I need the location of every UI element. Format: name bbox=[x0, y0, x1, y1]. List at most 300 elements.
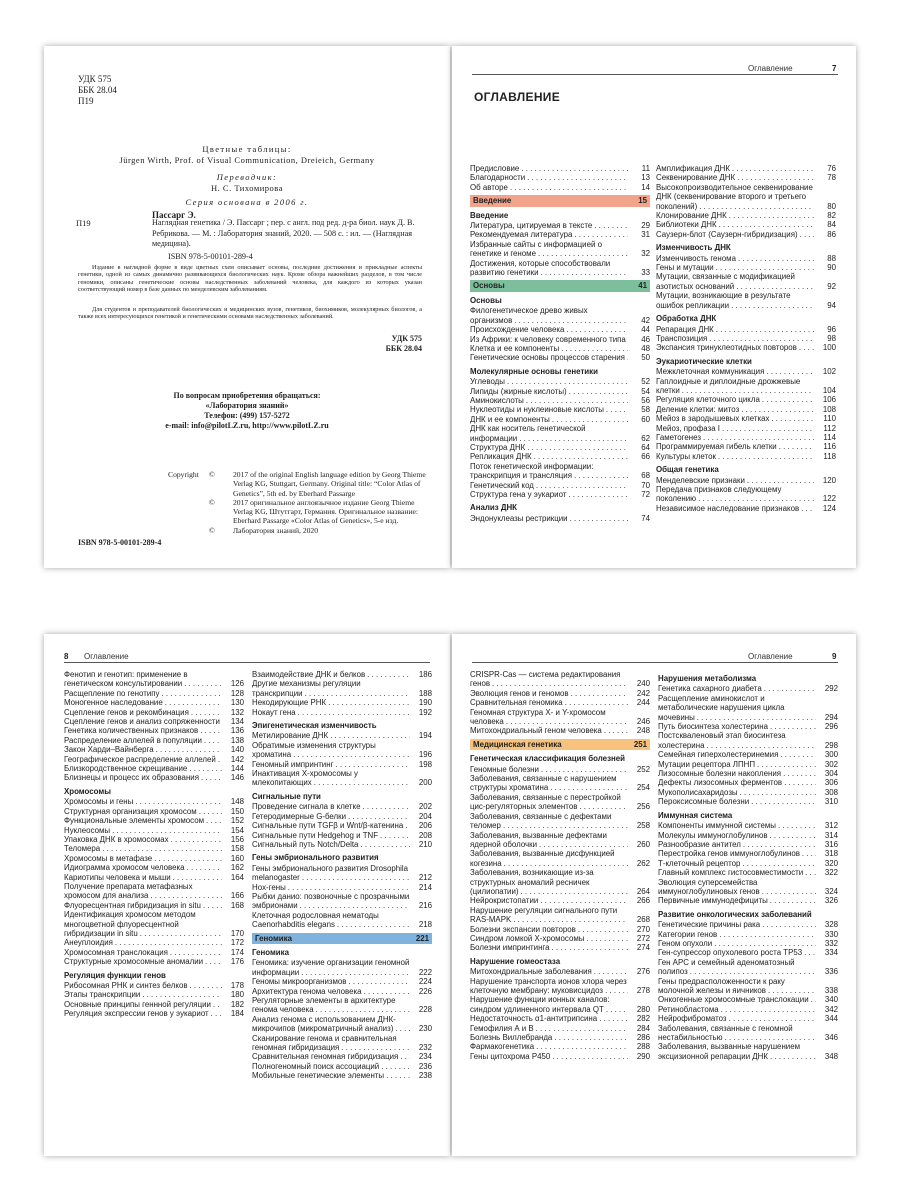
toc-entry-page: 140 bbox=[222, 745, 244, 754]
toc-entry-page: 334 bbox=[816, 948, 838, 957]
toc-entry bbox=[64, 1009, 244, 1018]
toc-entry-page: 308 bbox=[816, 788, 838, 797]
toc-entry bbox=[658, 1024, 838, 1043]
toc-entry-title: Мукополисахаридозы bbox=[658, 787, 738, 797]
toc-section-heading: Хромосомы bbox=[64, 786, 111, 796]
toc-entry-page: 162 bbox=[222, 863, 244, 872]
toc-entry-page: 180 bbox=[222, 990, 244, 999]
toc-entry-page: 52 bbox=[628, 377, 650, 386]
toc-entry-title: Географическое распределение аллелей bbox=[64, 754, 216, 764]
color-tables-author: Jürgen Wirth, Prof. of Visual Communication, Dreieich, Germany bbox=[119, 155, 375, 165]
udk-code-bottom: УДК 575 bbox=[391, 334, 422, 343]
toc-entry-page: 320 bbox=[816, 859, 838, 868]
toc-entry-page: 168 bbox=[222, 901, 244, 910]
toc-entry-title: Пероксисомные болезни bbox=[658, 797, 750, 807]
toc-entry bbox=[64, 948, 244, 957]
toc-entry-page: 328 bbox=[816, 920, 838, 929]
toc-section-heading: Гены эмбрионального развития bbox=[252, 853, 379, 863]
toc-entry-title: Рибосомная РНК и синтез белков bbox=[64, 981, 188, 990]
toc-entry bbox=[64, 873, 244, 882]
toc-entry-page: 192 bbox=[410, 708, 432, 717]
header-rule bbox=[64, 662, 430, 663]
toc-entry-title: Заболевания, связанные с нарушением структуры хроматина bbox=[470, 774, 617, 793]
toc-section-heading: Нарушение гомеостаза bbox=[470, 956, 561, 966]
toc-entry bbox=[64, 807, 244, 816]
toc-entry bbox=[658, 778, 838, 787]
toc-entry-title: Мейоз в зародышевых клетках bbox=[656, 414, 770, 424]
toc-part-title: Медицинская генетика bbox=[473, 739, 562, 749]
toc-entry-title: Культуры клеток bbox=[656, 451, 716, 461]
toc-entry-page: 332 bbox=[816, 939, 838, 948]
toc-entry bbox=[252, 821, 432, 830]
toc-section-heading: Общая генетика bbox=[656, 465, 719, 475]
toc-entry bbox=[658, 750, 838, 759]
toc-part-band bbox=[470, 195, 650, 206]
toc-entry-page: 202 bbox=[410, 802, 432, 811]
toc-entry-title: Этапы транскрипции bbox=[64, 990, 141, 1000]
toc-entry-title: Аминокислоты bbox=[470, 395, 524, 405]
toc-entry-page: 348 bbox=[816, 1052, 838, 1061]
toc-entry-title: Главный комплекс гистосовместимости bbox=[658, 868, 804, 878]
toc-entry bbox=[64, 990, 244, 999]
toc-entry-page: 50 bbox=[628, 353, 650, 362]
toc-entry-page: 346 bbox=[816, 1033, 838, 1042]
toc-entry-title: Изменчивость генома bbox=[656, 253, 736, 263]
toc-entry bbox=[658, 995, 838, 1004]
toc-entry-page: 11 bbox=[628, 164, 650, 173]
copyright-row bbox=[209, 498, 431, 526]
toc-entry-title: Заболевания, вызванные дисфункцией когезина bbox=[470, 849, 615, 868]
toc-entry-title: Структурная организация хромосом bbox=[64, 806, 197, 816]
toc-entry bbox=[656, 334, 836, 343]
toc-entry bbox=[470, 259, 650, 278]
toc-entry-page: 292 bbox=[816, 684, 838, 693]
toc-entry-title: Распределение аллелей в популяции bbox=[64, 735, 202, 745]
toc-entry-title: Библиотеки ДНК bbox=[656, 220, 717, 230]
toc-entry bbox=[64, 764, 244, 773]
toc-entry-title: Филогенетическое древо живых организмов bbox=[470, 306, 588, 325]
toc-entry bbox=[252, 996, 432, 1015]
toc-entry-title: Другие механизмы регуляции транскрипции bbox=[252, 679, 361, 698]
toc-entry bbox=[470, 689, 650, 698]
toc-entry-title: Регуляция экспрессии генов у эукариот bbox=[64, 1009, 209, 1019]
toc-entry-page: 266 bbox=[628, 896, 650, 905]
toc-entry bbox=[470, 462, 650, 481]
toc-entry-title: Литература, цитируемая в тексте bbox=[470, 221, 593, 231]
toc-column-left bbox=[470, 670, 650, 1061]
toc-entry bbox=[470, 995, 650, 1014]
toc-entry bbox=[470, 387, 650, 396]
toc-entry bbox=[470, 344, 650, 353]
toc-entry-page: 150 bbox=[222, 807, 244, 816]
toc-entry-title: Эволюция генов и геномов bbox=[470, 688, 569, 698]
toc-entry-page: 296 bbox=[816, 722, 838, 731]
toc-entry-page: 178 bbox=[222, 981, 244, 990]
toc-entry-title: Мутации, возникающие в результате ошибок репликации bbox=[656, 291, 791, 310]
toc-entry-page: 160 bbox=[222, 854, 244, 863]
toc-section-heading: Геномика bbox=[252, 947, 289, 957]
toc-section-heading: Эукариотические клетки bbox=[656, 356, 752, 366]
toc-entry bbox=[470, 1024, 650, 1033]
toc-entry bbox=[470, 164, 650, 173]
translator-label: Переводчик: bbox=[216, 172, 278, 182]
toc-entry bbox=[470, 325, 650, 334]
toc-entry-title: Геномный импринтинг bbox=[252, 759, 334, 769]
toc-entry-page: 222 bbox=[410, 968, 432, 977]
toc-entry-title: Фенотип и генотип: применение в генетическом консультировании bbox=[64, 670, 188, 689]
toc-entry bbox=[470, 1033, 650, 1042]
toc-entry bbox=[470, 967, 650, 976]
toc-entry bbox=[64, 689, 244, 698]
toc-entry-title: Достижения, которые способствовали развитию генетики bbox=[470, 258, 611, 278]
toc-entry-page: 242 bbox=[628, 689, 650, 698]
toc-entry bbox=[470, 405, 650, 414]
toc-entry-page: 236 bbox=[410, 1062, 432, 1071]
toc-part-title: Основы bbox=[473, 281, 505, 291]
toc-entry bbox=[470, 831, 650, 850]
toc-section-heading: Иммунная система bbox=[658, 810, 733, 820]
toc-entry-page: 120 bbox=[814, 476, 836, 485]
toc-entry-title: Рекомендуемая литература bbox=[470, 230, 573, 240]
running-head: Оглавление bbox=[84, 652, 129, 661]
toc-page-9 bbox=[452, 634, 856, 1156]
toc-entry-page: 212 bbox=[410, 873, 432, 882]
toc-entry-page: 256 bbox=[628, 802, 650, 811]
toc-entry-title: Межклеточная коммуникация bbox=[656, 367, 765, 377]
toc-entry bbox=[64, 863, 244, 872]
toc-entry-page: 198 bbox=[410, 760, 432, 769]
toc-entry-page: 228 bbox=[410, 1005, 432, 1014]
toc-entry-title: Архитектура генома человека bbox=[252, 986, 362, 996]
toc-entry-title: Ген-супрессор опухолевого роста TP53 bbox=[658, 948, 803, 958]
toc-entry bbox=[470, 1042, 650, 1051]
toc-entry-title: Обратимые изменения структуры хроматина bbox=[252, 740, 376, 760]
toc-part-band bbox=[470, 280, 650, 291]
toc-entry bbox=[252, 987, 432, 996]
toc-entry-page: 126 bbox=[222, 679, 244, 688]
toc-entry-title: Репарация ДНК bbox=[656, 324, 714, 334]
toc-entry bbox=[470, 726, 650, 735]
toc-entry bbox=[470, 452, 650, 461]
toc-entry-title: Болезнь Виллебранда bbox=[470, 1033, 553, 1043]
toc-entry-page: 118 bbox=[814, 452, 836, 461]
toc-entry-title: Секвенирование ДНК bbox=[656, 173, 736, 183]
toc-entry-title: Митохондриальные заболевания bbox=[470, 967, 592, 977]
toc-entry-page: 230 bbox=[410, 1024, 432, 1033]
toc-entry-title: Ген APC и семейный аденоматозный полипоз bbox=[658, 957, 795, 977]
toc-entry bbox=[470, 415, 650, 424]
toc-entry-page: 94 bbox=[814, 301, 836, 310]
toc-entry-title: Амплификация ДНК bbox=[656, 164, 730, 173]
toc-entry-title: CRISPR-Cas — система редактирования генов bbox=[470, 670, 621, 689]
toc-entry bbox=[656, 164, 836, 173]
annotation: Издание в наглядной форме в виде цветных схем описывает основы, последние достижения и прикладные аспекты генетики, одной из самых динамично развивающихся биологических наук. Кроме обзора важнейших разделов, в том числе геномики, описаны генетические основы наследственных заболеваний человека, для каждого из которых указан соответствующий номер в базе данных по менделевским заболеваниям. bbox=[78, 264, 422, 293]
toc-entry-page: 278 bbox=[628, 986, 650, 995]
isbn-bottom: ISBN 978-5-00101-289-4 bbox=[78, 538, 162, 547]
toc-entry-page: 194 bbox=[410, 731, 432, 740]
toc-entry bbox=[64, 797, 244, 806]
toc-entry-page: 74 bbox=[628, 514, 650, 523]
toc-entry-title: Фармакогенетика bbox=[470, 1042, 535, 1052]
toc-entry-page: 76 bbox=[814, 164, 836, 173]
toc-column-left bbox=[64, 670, 244, 1019]
toc-entry-page: 264 bbox=[628, 887, 650, 896]
toc-entry bbox=[470, 353, 650, 362]
toc-entry-title: Митохондриальный геном человека bbox=[470, 726, 602, 736]
toc-entry bbox=[252, 670, 432, 679]
toc-entry bbox=[658, 920, 838, 929]
toc-entry-page: 70 bbox=[628, 481, 650, 490]
toc-entry bbox=[64, 844, 244, 853]
toc-entry bbox=[656, 367, 836, 376]
toc-entry-title: Близнецы и процесс их образования bbox=[64, 773, 199, 783]
toc-entry-title: Hox-гены bbox=[252, 882, 286, 892]
toc-entry-page: 288 bbox=[628, 1042, 650, 1051]
toc-entry-page: 210 bbox=[410, 840, 432, 849]
toc-entry-title: Идиограмма хромосом человека bbox=[64, 863, 185, 873]
toc-entry-page: 102 bbox=[814, 367, 836, 376]
toc-entry-title: Предисловие bbox=[470, 164, 520, 173]
toc-entry bbox=[64, 981, 244, 990]
toc-entry-page: 248 bbox=[628, 726, 650, 735]
toc-entry-title: Передача признаков следующему поколению bbox=[656, 485, 782, 504]
toc-entry bbox=[656, 476, 836, 485]
toc-entry bbox=[656, 414, 836, 423]
toc-entry bbox=[252, 958, 432, 977]
toc-entry bbox=[252, 698, 432, 707]
toc-entry-title: Генетические основы процессов старения bbox=[470, 353, 625, 363]
toc-entry bbox=[470, 849, 650, 868]
toc-entry-page: 208 bbox=[410, 831, 432, 840]
copyright-row bbox=[209, 470, 431, 498]
toc-entry bbox=[64, 910, 244, 938]
toc-entry-title: Близкородственное скрещивание bbox=[64, 764, 188, 774]
toc-entry-page: 186 bbox=[410, 670, 432, 679]
toc-entry-page: 33 bbox=[628, 268, 650, 277]
toc-entry bbox=[470, 396, 650, 405]
toc-entry-page: 338 bbox=[816, 986, 838, 995]
toc-entry-title: Упаковка ДНК в хромосомах bbox=[64, 834, 169, 844]
toc-entry-title: Сравнительная геномная гибридизация bbox=[252, 1052, 399, 1062]
toc-entry-page: 86 bbox=[814, 230, 836, 239]
copyright-text: 2017 оригинальное англоязычное издание Georg Thieme Verlag KG, Штутгарт, Германия. Оригинальное название: Eberhard Passarge «Color Atlas of Genetics», 5-е изд. bbox=[233, 497, 419, 526]
toc-section-heading: Введение bbox=[470, 210, 509, 220]
toc-entry-page: 260 bbox=[628, 840, 650, 849]
bibliographic-entry: Наглядная генетика / Э. Пассарг ; пер. с англ. под ред. д-ра биол. наук Д. В. Ребрикова. — М. : Лаборатория знаний, 2020. — 508 с. : ил. — (Наглядная медицина). bbox=[152, 218, 415, 248]
toc-entry bbox=[658, 731, 838, 750]
toc-entry-page: 184 bbox=[222, 1009, 244, 1018]
toc-entry-title: ДНК и ее компоненты bbox=[470, 414, 550, 424]
toc-entry-page: 58 bbox=[628, 405, 650, 414]
toc-entry bbox=[658, 1014, 838, 1023]
toc-entry bbox=[470, 514, 650, 523]
toc-entry-page: 340 bbox=[816, 995, 838, 1004]
toc-entry bbox=[658, 896, 838, 905]
toc-entry-page: 134 bbox=[222, 717, 244, 726]
toc-entry-title: Липиды (жирные кислоты) bbox=[470, 386, 567, 396]
toc-entry-page: 154 bbox=[222, 826, 244, 835]
toc-entry bbox=[470, 221, 650, 230]
toc-entry-page: 200 bbox=[410, 778, 432, 787]
toc-entry bbox=[252, 679, 432, 698]
toc-entry bbox=[658, 840, 838, 849]
toc-entry-page: 122 bbox=[814, 494, 836, 503]
toc-entry-title: Мобильные генетические элементы bbox=[252, 1071, 385, 1081]
toc-entry-title: Сигнальные пути TGFβ и Wnt/β-катенина bbox=[252, 821, 404, 831]
toc-entry bbox=[64, 957, 244, 966]
toc-entry-title: Эволюция суперсемейства иммуноглобулиновых генов bbox=[658, 877, 760, 896]
toc-entry bbox=[656, 452, 836, 461]
toc-entry-title: Высокопроизводительное секвенирование ДНК (секвенирование второго и третьего поколений) bbox=[656, 182, 813, 211]
toc-entry-page: 130 bbox=[222, 698, 244, 707]
orders-line-4: e-mail: info@pilotLZ.ru, http://www.pilotLZ.ru bbox=[165, 421, 329, 430]
toc-entry-page: 31 bbox=[628, 230, 650, 239]
toc-entry bbox=[658, 831, 838, 840]
toc-entry-page: 110 bbox=[814, 414, 836, 423]
toc-entry-page: 234 bbox=[410, 1052, 432, 1061]
toc-entry bbox=[658, 684, 838, 693]
running-head: Оглавление bbox=[748, 64, 793, 73]
toc-entry bbox=[470, 173, 650, 182]
toc-entry-title: Мейоз, профаза I bbox=[656, 423, 720, 433]
toc-entry bbox=[252, 769, 432, 788]
toc-entry bbox=[656, 377, 836, 396]
toc-entry bbox=[64, 670, 244, 689]
toc-entry-title: Из Африки: к человеку современного типа bbox=[470, 334, 626, 344]
toc-entry-title: Гены и мутации bbox=[656, 263, 714, 273]
toc-entry bbox=[470, 240, 650, 259]
toc-entry-title: Заболевания, связанные с дефектами теломер bbox=[470, 811, 612, 831]
toc-column-right bbox=[252, 670, 432, 1081]
toc-entry-title: Генетика количественных признаков bbox=[64, 726, 199, 736]
toc-entry-page: 172 bbox=[222, 938, 244, 947]
toc-entry-page: 128 bbox=[222, 689, 244, 698]
orders-line-3: Телефон: (499) 157-5272 bbox=[204, 411, 290, 420]
toc-entry-page: 60 bbox=[628, 415, 650, 424]
toc-entry-page: 116 bbox=[814, 442, 836, 451]
toc-entry bbox=[64, 882, 244, 901]
credits-block bbox=[44, 144, 450, 208]
toc-entry-title: Избранные сайты с информацией о генетике и геноме bbox=[470, 239, 602, 259]
toc-entry-page: 182 bbox=[222, 1000, 244, 1009]
toc-entry-title: Рыбки данио: позвоночные с прозрачными эмбрионами bbox=[252, 891, 410, 911]
toc-part-page: 41 bbox=[638, 281, 647, 291]
toc-part-band bbox=[252, 933, 432, 944]
toc-entry-title: Регуляция клеточного цикла bbox=[656, 395, 760, 405]
toc-entry-page: 66 bbox=[628, 452, 650, 461]
toc-entry-page: 64 bbox=[628, 443, 650, 452]
toc-section-heading: Основы bbox=[470, 295, 502, 305]
toc-entry bbox=[252, 883, 432, 892]
toc-entry bbox=[656, 173, 836, 182]
toc-entry-page: 258 bbox=[628, 821, 650, 830]
toc-entry bbox=[252, 1052, 432, 1061]
toc-entry-title: Сцепление генов и рекомбинация bbox=[64, 707, 189, 717]
toc-entry bbox=[64, 726, 244, 735]
toc-entry bbox=[658, 977, 838, 996]
toc-entry-page: 280 bbox=[628, 1005, 650, 1014]
toc-entry bbox=[252, 977, 432, 986]
toc-entry-page: 238 bbox=[410, 1071, 432, 1080]
toc-entry bbox=[252, 1034, 432, 1053]
toc-entry-page: 80 bbox=[814, 202, 836, 211]
toc-entry bbox=[252, 1015, 432, 1034]
toc-entry-title: Менделевские признаки bbox=[656, 475, 745, 485]
toc-entry-title: Гены предрасположенности к раку молочной железы и яичников bbox=[658, 976, 785, 995]
toc-entry bbox=[64, 717, 244, 726]
toc-entry-page: 322 bbox=[816, 868, 838, 877]
toc-entry-title: Разнообразие антител bbox=[658, 839, 741, 849]
toc-entry bbox=[656, 343, 836, 352]
toc-entry-page: 106 bbox=[814, 395, 836, 404]
toc-entry bbox=[656, 405, 836, 414]
copyright-row bbox=[209, 526, 431, 535]
toc-entry bbox=[252, 1062, 432, 1071]
toc-page-8 bbox=[44, 634, 450, 1156]
toc-entry-page: 82 bbox=[814, 211, 836, 220]
page-number: 7 bbox=[832, 64, 837, 73]
toc-section-heading: Регуляция функции генов bbox=[64, 970, 166, 980]
toc-entry-page: 214 bbox=[410, 883, 432, 892]
toc-entry-title: Нарушение регуляции сигнального пути RAS-MAPK bbox=[470, 905, 618, 925]
toc-entry-page: 46 bbox=[628, 335, 650, 344]
toc-entry-page: 190 bbox=[410, 698, 432, 707]
toc-entry-title: Благодарности bbox=[470, 173, 526, 183]
toc-entry-title: Гаплоидные и диплоидные дрожжевые клетки bbox=[656, 376, 801, 395]
isbn-line: ISBN 978-5-00101-289-4 bbox=[168, 252, 253, 261]
toc-entry-page: 298 bbox=[816, 741, 838, 750]
toc-entry-page: 284 bbox=[628, 1024, 650, 1033]
toc-part-page: 221 bbox=[415, 933, 429, 943]
toc-entry-title: Гемофилия А и В bbox=[470, 1023, 534, 1033]
toc-entry-title: Инактивация Х-хромосомы у млекопитающих bbox=[252, 769, 358, 788]
toc-entry bbox=[252, 840, 432, 849]
toc-entry bbox=[470, 793, 650, 812]
toc-entry-title: Клонирование ДНК bbox=[656, 211, 727, 221]
toc-entry bbox=[656, 211, 836, 220]
toc-entry bbox=[470, 1052, 650, 1061]
toc-entry-title: Нарушение транспорта ионов хлора через клеточную мембрану: муковисцидоз bbox=[470, 976, 627, 995]
toc-entry bbox=[252, 741, 432, 760]
toc-entry-page: 156 bbox=[222, 835, 244, 844]
toc-entry-title: Т-клеточный рецептор bbox=[658, 858, 741, 868]
toc-entry-title: Функциональные элементы хромосом bbox=[64, 816, 205, 826]
toc-entry-title: ДНК как носитель генетической информации bbox=[470, 424, 586, 443]
copyright-label: Copyright bbox=[168, 470, 199, 479]
author-code: П19 bbox=[78, 96, 94, 106]
toc-entry-title: Гены эмбрионального развития Drosophila melanogaster bbox=[252, 863, 409, 883]
toc-entry-page: 206 bbox=[410, 821, 432, 830]
toc-entry bbox=[658, 939, 838, 948]
toc-entry bbox=[470, 977, 650, 996]
toc-entry-title: Гаметогенез bbox=[656, 432, 701, 442]
copyright-notices bbox=[209, 470, 431, 535]
toc-entry-title: Перестройка генов иммуноглобулинов bbox=[658, 849, 800, 859]
toc-entry-title: Нейрофиброматоз bbox=[658, 1014, 727, 1024]
toc-entry bbox=[656, 485, 836, 504]
toc-part-page: 15 bbox=[638, 196, 647, 206]
toc-entry bbox=[470, 335, 650, 344]
toc-section-heading: Сигнальные пути bbox=[252, 791, 321, 801]
toc-entry-title: Некодирующие РНК bbox=[252, 698, 327, 708]
toc-entry-page: 138 bbox=[222, 736, 244, 745]
toc-entry bbox=[470, 896, 650, 905]
toc-entry-title: Сканирование генома и сравнительная геномная гибридизация bbox=[252, 1033, 397, 1053]
toc-entry-page: 312 bbox=[816, 821, 838, 830]
toc-entry-title: Проведение сигнала в клетке bbox=[252, 802, 361, 812]
toc-entry-page: 144 bbox=[222, 764, 244, 773]
toc-entry-page: 300 bbox=[816, 750, 838, 759]
